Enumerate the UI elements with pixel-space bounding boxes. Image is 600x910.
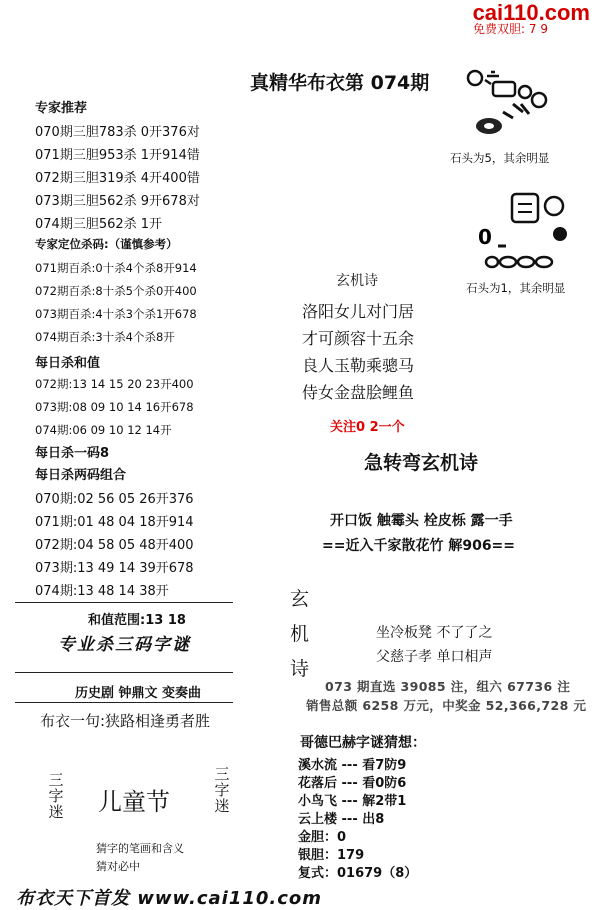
site-logo[interactable]: cai110.com bbox=[472, 0, 590, 25]
goedel-item: 溪水流 --- 看7防9 bbox=[298, 758, 407, 773]
goedel-item: 金胆：0 bbox=[298, 830, 347, 845]
riddle-answer: ==近入千家散花竹 解906== bbox=[322, 538, 516, 554]
sum-kill-item: 074期:06 09 10 12 14开 bbox=[35, 423, 172, 437]
goedel-item: 云上楼 --- 出8 bbox=[298, 812, 385, 827]
position-kill-item: 073期百杀:4十杀3个杀1开678 bbox=[35, 307, 197, 321]
goedel-item: 花落后 --- 看0防6 bbox=[298, 776, 407, 791]
sum-kill-item: 073期:08 09 10 14 16开678 bbox=[35, 400, 194, 414]
sum-kill-item: 072期:13 14 15 20 23开400 bbox=[35, 377, 194, 391]
three-riddle-right: 三字迷 bbox=[214, 765, 230, 815]
goedel-item: 银胆：179 bbox=[298, 848, 365, 863]
sum-range: 和值范围:13 18 bbox=[88, 613, 186, 628]
buyi-line: 布衣一句:狭路相逢勇者胜 bbox=[40, 712, 211, 730]
kill-one-code: 每日杀一码8 bbox=[35, 446, 110, 461]
hint-line: 猜字的笔画和含义 bbox=[96, 842, 184, 855]
xuanji-char: 诗 bbox=[290, 658, 310, 680]
xuanji-char: 玄 bbox=[290, 588, 310, 610]
poem-title: 玄机诗 bbox=[336, 273, 378, 289]
page-title: 真精华布衣第 074期 bbox=[250, 72, 430, 94]
footer-text: 布衣天下首发 www.cai110.com bbox=[16, 888, 323, 909]
expert-item: 074期三胆562杀 1开 bbox=[35, 217, 163, 232]
svg-text:0: 0 bbox=[478, 225, 492, 249]
xuanji-char: 机 bbox=[290, 623, 310, 645]
position-kill-item: 072期百杀:8十杀5个杀0开400 bbox=[35, 284, 197, 298]
divider bbox=[15, 702, 233, 703]
expert-item: 073期三胆562杀 9开678对 bbox=[35, 194, 200, 209]
poem-line: 才可颜容十五余 bbox=[302, 329, 415, 348]
three-riddle-left: 三字迷 bbox=[48, 771, 64, 821]
riddle-words: 开口饭 触霉头 栓皮栎 露一手 bbox=[330, 513, 513, 529]
poem-line: 洛阳女儿对门居 bbox=[302, 302, 415, 321]
two-code-item: 074期:13 48 14 38开 bbox=[35, 584, 169, 599]
position-kill-heading: 专家定位杀码:（谨慎参考） bbox=[35, 237, 178, 251]
stone-puzzle-2 bbox=[476, 190, 586, 272]
riddle-title: 专业杀三码字谜 bbox=[58, 635, 191, 655]
two-code-heading: 每日杀两码组合 bbox=[35, 468, 127, 483]
stone-puzzle-1 bbox=[455, 68, 575, 140]
two-code-item: 071期:01 48 04 18开914 bbox=[35, 515, 194, 530]
poem-line: 良人玉勒乘骢马 bbox=[302, 356, 415, 375]
divider bbox=[15, 602, 233, 603]
history-riddle: 历史剧 钟鼎文 变奏曲 bbox=[75, 686, 202, 701]
goedel-item: 小鸟飞 --- 解2带1 bbox=[298, 794, 407, 809]
position-kill-item: 071期百杀:0十杀4个杀8开914 bbox=[35, 261, 197, 275]
expert-item: 072期三胆319杀 4开400错 bbox=[35, 171, 200, 186]
draw-stats: 073 期直选 39085 注，组六 67736 注 bbox=[325, 679, 571, 694]
goedel-item: 复式：01679（8） bbox=[298, 866, 418, 881]
sharp-turn-title: 急转弯玄机诗 bbox=[364, 452, 479, 474]
children-day-riddle: 儿童节 bbox=[98, 788, 170, 816]
goedel-title: 哥德巴赫字谜猜想： bbox=[300, 735, 426, 751]
expert-item: 071期三胆953杀 1开914错 bbox=[35, 148, 200, 163]
stone-caption: 石头为5，其余明显 bbox=[450, 151, 550, 165]
two-code-item: 073期:13 49 14 39开678 bbox=[35, 561, 194, 576]
free-double-pick: 免费双胆: 7 9 bbox=[473, 22, 548, 36]
two-code-item: 072期:04 58 05 48开400 bbox=[35, 538, 194, 553]
xuanji-line: 父慈子孝 单口相声 bbox=[376, 649, 493, 665]
stone-caption: 石头为1，其余明显 bbox=[466, 281, 566, 295]
expert-heading: 专家推荐 bbox=[35, 101, 88, 116]
sales-stats: 销售总额 6258 万元，中奖金 52,366,728 元 bbox=[306, 698, 587, 713]
sum-kill-heading: 每日杀和值 bbox=[35, 356, 101, 371]
two-code-item: 070期:02 56 05 26开376 bbox=[35, 492, 194, 507]
hint-line: 猜对必中 bbox=[96, 860, 140, 873]
xuanji-line: 坐冷板凳 不了了之 bbox=[376, 625, 493, 641]
poem-line: 侍女金盘脍鲤鱼 bbox=[302, 383, 415, 402]
follow-note: 关注0 2一个 bbox=[330, 420, 405, 435]
expert-item: 070期三胆783杀 0开376对 bbox=[35, 125, 200, 140]
divider bbox=[15, 672, 233, 673]
position-kill-item: 074期百杀:3十杀4个杀8开 bbox=[35, 330, 175, 344]
